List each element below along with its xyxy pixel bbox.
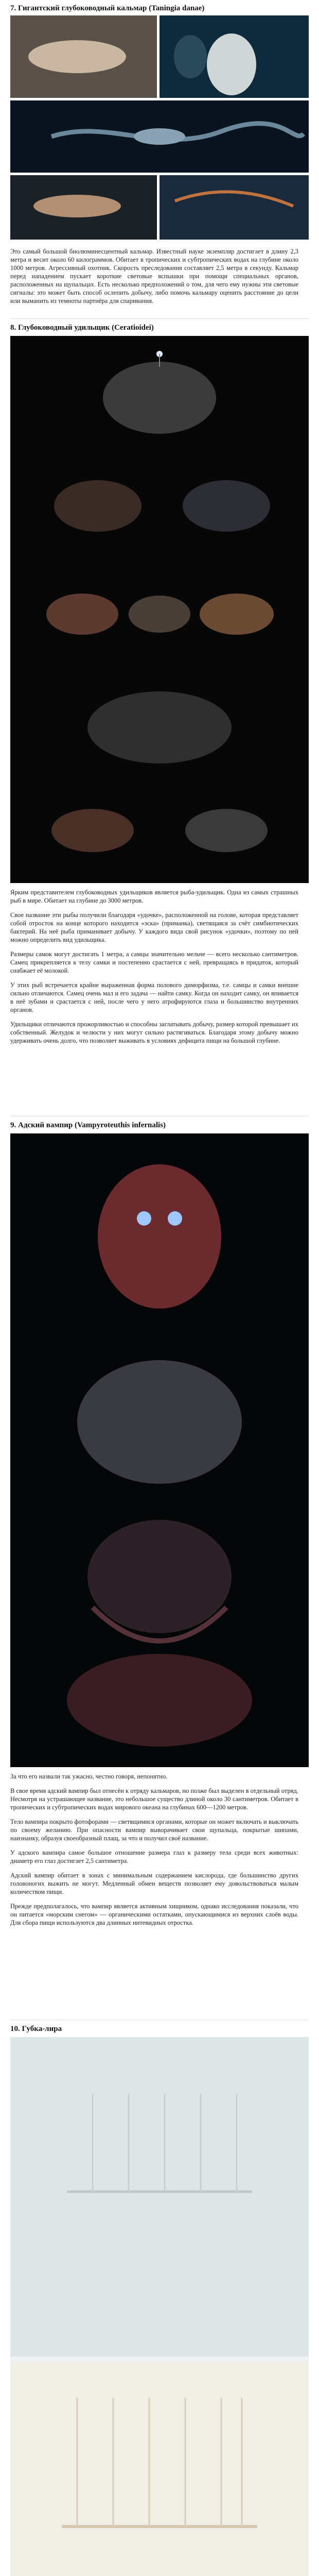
paragraph: Адский вампир обитает в зонах с минимальным содержанием кислорода, где большинство других головоногих выжить не могут. Медленный обмен веществ позволяет ему довольствоваться малым количеством пищи. — [10, 1872, 298, 1895]
anglerfish-photo-collage — [5, 336, 314, 883]
section-giant-squid — [5, 4, 314, 16]
section-lyre-sponge — [5, 2025, 314, 2037]
section-title: 9. Адский вампир (Vampyroteuthis infernalis) — [10, 1121, 166, 1129]
squid-photo-collage — [5, 15, 314, 242]
paragraph: Размеры самок могут достигать 1 метра, а самцы значительно мельче — всего несколько сантиметров. Самец прикрепляется к телу самки и постепенно срастается с ней, превращаясь в придаток, который снабжает её молокой. — [10, 951, 298, 974]
section-vampire-squid — [5, 1121, 314, 1133]
section-title: 10. Губка-лира — [10, 2025, 62, 2033]
paragraph: Свое название эти рыбы получили благодаря «удочке», расположенной на голове, которая представляет собой отросток на конце которого находится «эска» (приманка), светящаяся за счёт симбиотических бактерий. На неё рыба приманивает добычу. У каждого вида свой рисунок «удочки», поэтому по ней можно определить вид удильщика. — [10, 911, 298, 943]
paragraph: Тело вампира покрыто фотофорами — светящимися органами, которые он может включать и выключать по своему желанию. При опасности вампир выворачивает свои щупальца, покрытые шипами, наизнанку, образуя своеобразный плащ, за что и получил своё название. — [10, 1818, 298, 1842]
section-title: 8. Глубоководный удильщик (Ceratioidei) — [10, 324, 154, 332]
lyre-sponge-photo-collage — [5, 2037, 314, 2576]
paragraph: За что его назвали так ужасно, честно говоря, непонятно. — [10, 1773, 168, 1780]
paragraph: В свое время адский вампир был отнесён к отряду кальмаров, но позже был выделен в отдельный отряд. Несмотря на устрашающее название, это небольшое существо длиной около 30 сантиметров. Обитает в тропических и субтропических водах мирового океана на глубинах 600—1200 метров. — [10, 1787, 298, 1811]
section-divider — [10, 318, 309, 319]
paragraph: Ярким представителем глубоководных удильщиков является рыба-удильщик. Одна из самых страшных рыб в мире. Обитает на глубине до 3000 метров. — [10, 889, 298, 904]
section-anglerfish — [5, 324, 314, 335]
paragraph: Прежде предполагалось, что вампир является активным хищником, однако исследования показали, что он питается «морским снегом» — органическими остатками, опускающимися из верхних слоёв воды. Для сбора пищи используются два длинных нитевидных отростка. — [10, 1903, 298, 1926]
paragraph: Это самый большой биолюминесцентный кальмар. Известный науке экземпляр достигает в длину 2,3 метра и весит около 60 килограммов. Обитает в тропических и субтропических водах на глубине около 1000 метров. Агрессивный охотник. Скорость преследования составляет 2,5 метра в секунду. Кальмар перед нападением пускает короткие световые вспышки при помощи специальных органов, расположенных на щупальцах. Есть несколько предположений о том, для чего ему нужны эти световые сигналы: это может быть способ ослепить добычу, либо помочь кальмару оценить расстояние до цели или выманить из темноты партнёра для спаривания. — [10, 248, 298, 304]
section-giant-squid-text — [5, 247, 314, 311]
section-anglerfish-text — [5, 888, 314, 1051]
paragraph: У этих рыб встречается крайне выраженная форма полового диморфизма, т.е. самцы и самки внешне сильно отличаются. Самец очень мал и его задача — найти самку. Когда он находит самку, он впивается в неё зубами и срастается с ней, после чего у него атрофируются глаза и большинство внутренних органов. — [10, 981, 298, 1013]
paragraph: У адского вампира самое большое отношение размера глаз к размеру тела среди всех животных: диаметр его глаз достигает 2,5 сантиметра. — [10, 1849, 298, 1865]
paragraph: Удильщики отличаются прожорливостью и способны заглатывать добычу, размер которой превышает их собственный. Желудок и челюсти у них могут сильно растягиваться. Благодаря этому добычу можно удерживать очень долго, что позволяет выживать в условиях дефицита пищи на большой глубине. — [10, 1021, 298, 1044]
section-title: 7. Гигантский глубоководный кальмар (Taningia danae) — [10, 4, 205, 12]
vampire-squid-photo-collage — [5, 1133, 314, 1767]
section-vampire-squid-text — [5, 1772, 314, 1933]
